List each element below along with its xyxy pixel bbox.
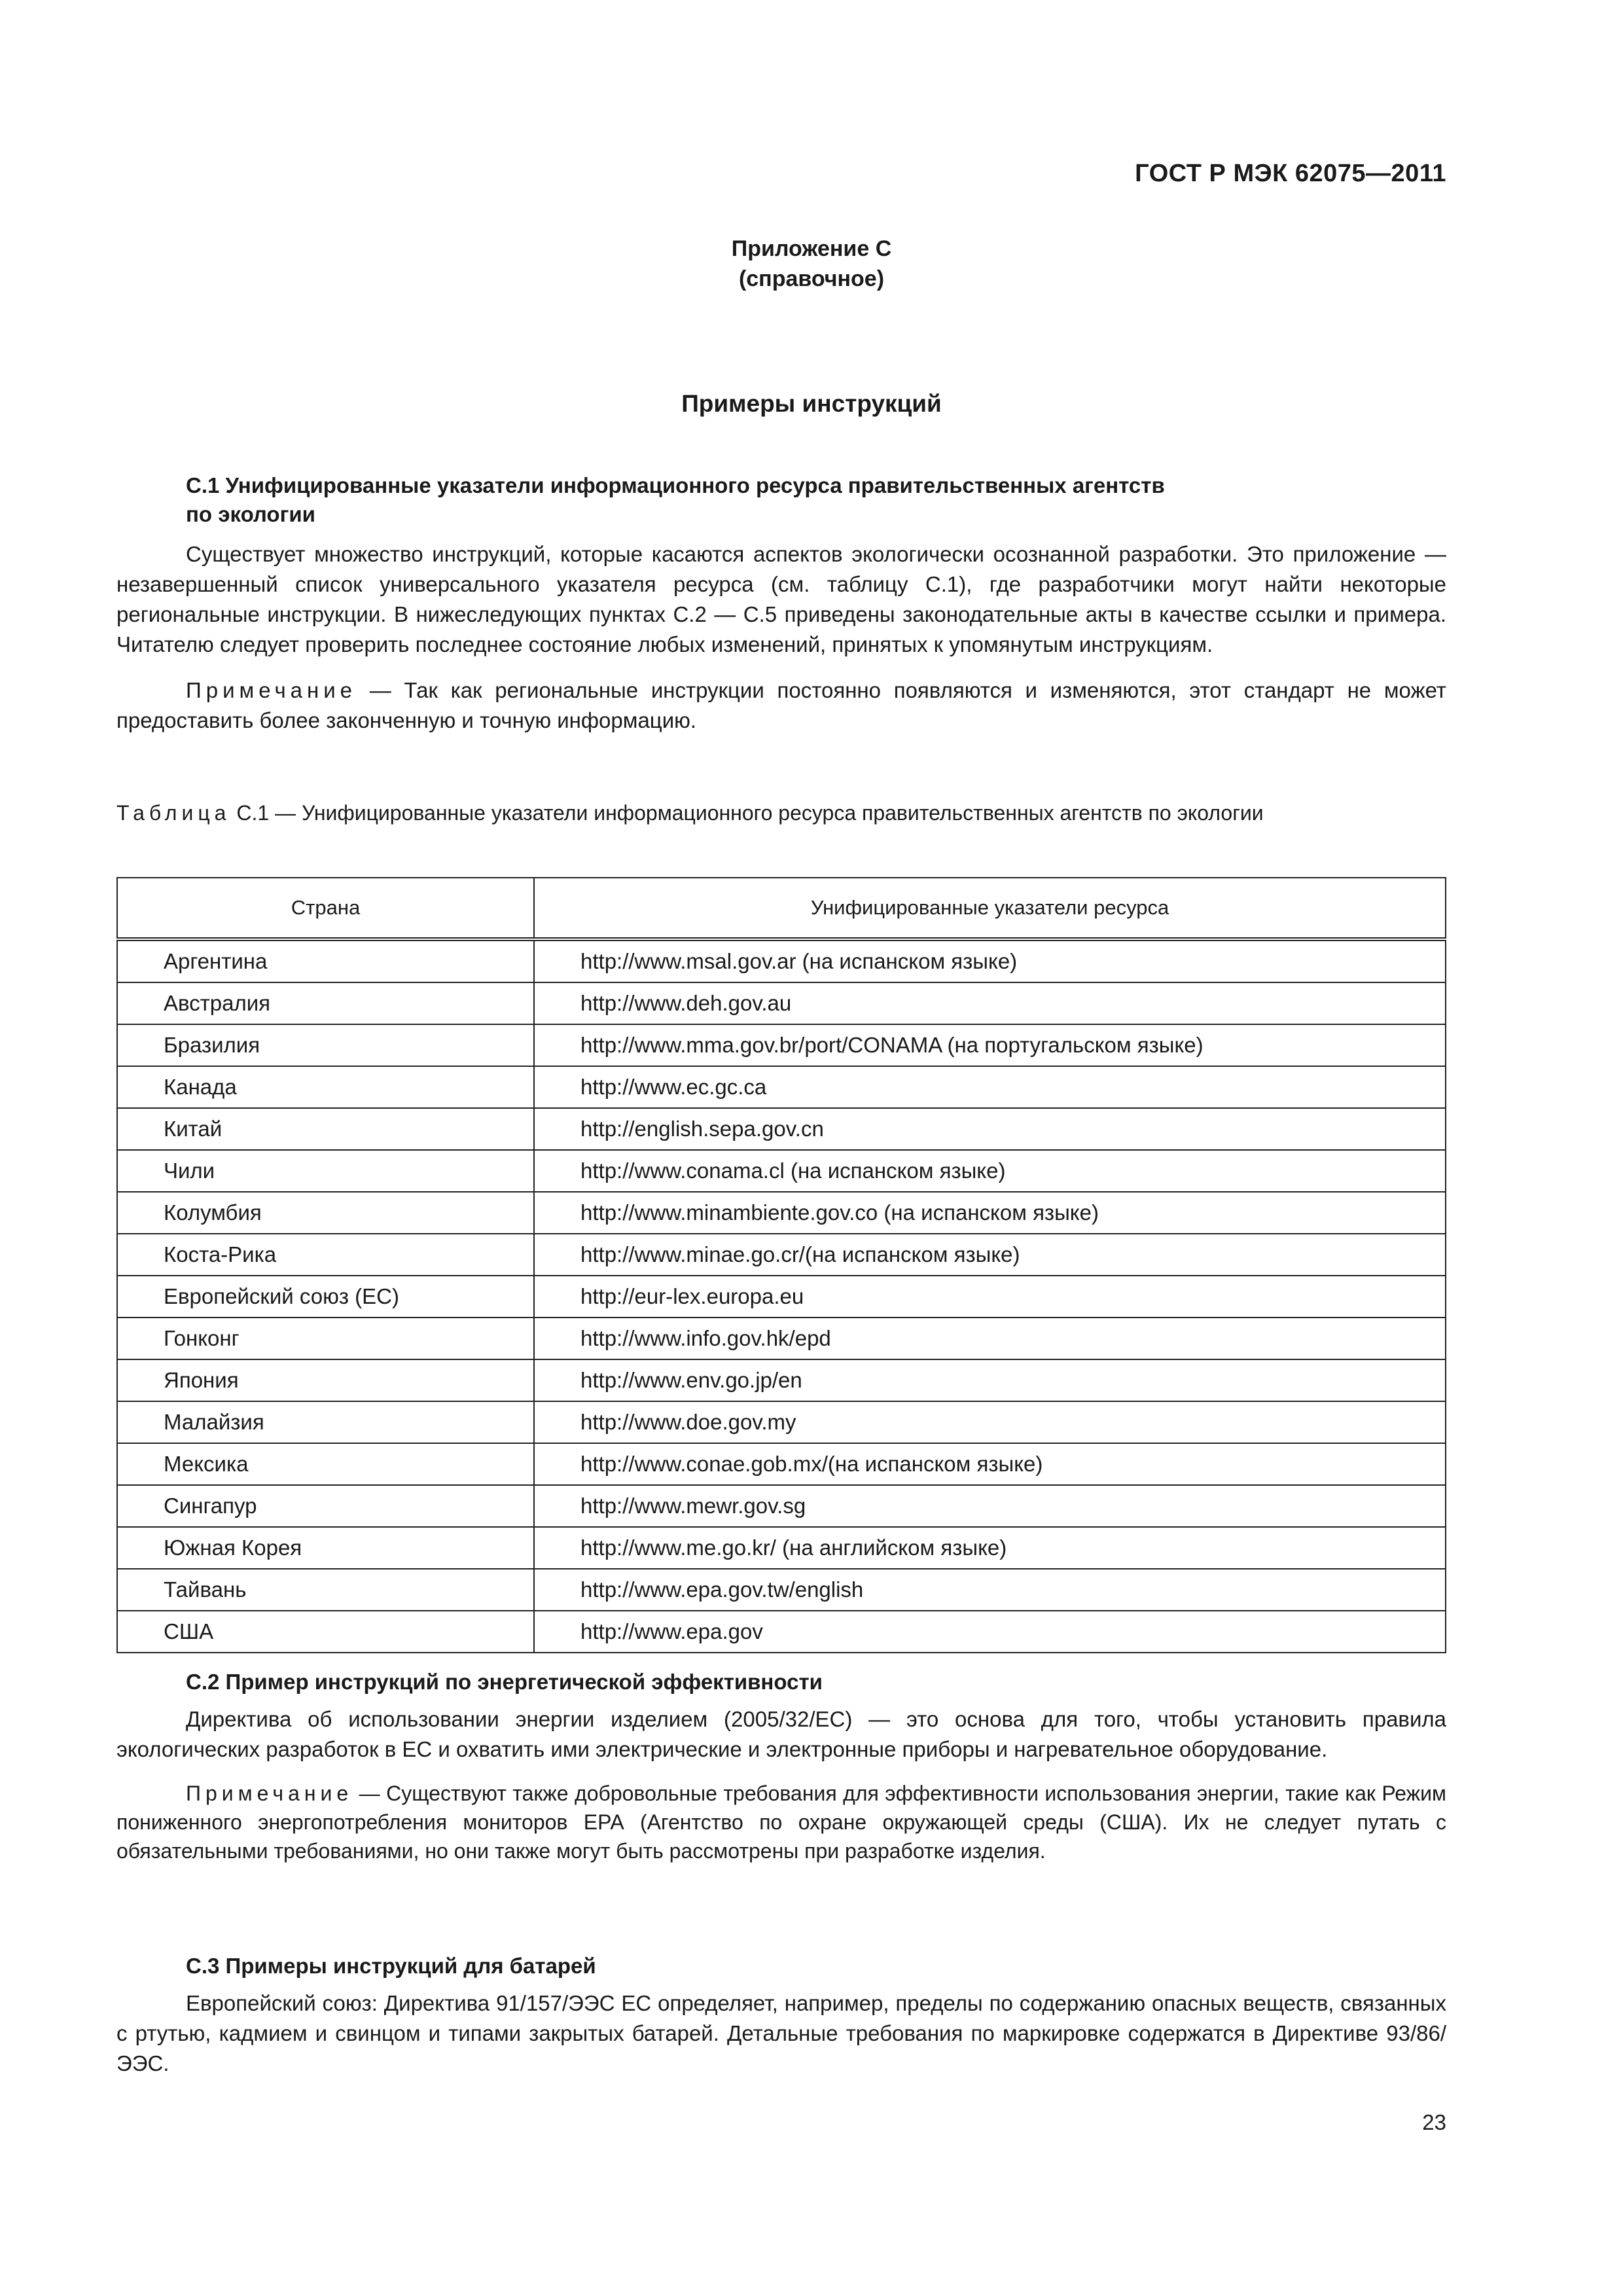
- table-row: [117, 982, 1446, 1024]
- table-row: [117, 1527, 1446, 1569]
- section-c3-heading: С.3 Примеры инструкций для батарей: [186, 1954, 596, 1978]
- url-cell: http://www.conae.gob.mx/(на испанском языке): [534, 1443, 1446, 1485]
- url-cell: http://www.info.gov.hk/epd: [534, 1318, 1446, 1359]
- url-cell: http://www.minae.go.cr/(на испанском языке): [534, 1234, 1446, 1276]
- section-c1: [116, 471, 1446, 736]
- section-c3-paragraph: Европейский союз: Директива 91/157/ЭЭС ЕС определяет, например, пределы по содержанию опасных веществ, связанных с ртутью, кадмием и свинцом и типами закрытых батарей. Детальные требования по маркировке содержатся в Директиве 93/86/ЭЭС.: [116, 1991, 1446, 2075]
- url-cell: http://www.epa.gov: [534, 1611, 1446, 1653]
- note-text: — Так как региональные инструкции постоянно появляются и изменяются, этот стандарт не может предоставить более законченную и точную информацию.: [116, 678, 1446, 732]
- appendix-label: Приложение С: [731, 236, 892, 261]
- url-cell: http://www.env.go.jp/en: [534, 1359, 1446, 1401]
- table-row: [117, 1276, 1446, 1318]
- table-caption-text: С.1 — Унифицированные указатели информационного ресурса правительственных агентств по экологии: [230, 801, 1264, 825]
- section-c1-paragraph: Существует множество инструкций, которые касаются аспектов экологически осознанной разработки. Это приложение — незавершенный список универсального указателя ресурса (см. таблицу С.1), где разработчики могут найти некоторые региональные инструкции. В нижеследующих пунктах С.2 — С.5 приведены законодательные акты в качестве ссылки и примера. Читателю следует проверить последнее состояние любых изменений, принятых к упомянутым инструкциям.: [116, 542, 1446, 656]
- country-cell: Китай: [117, 1108, 534, 1150]
- table-caption: [116, 798, 1446, 827]
- section-c3: [116, 1952, 1446, 2079]
- table-row: [117, 1066, 1446, 1108]
- url-cell: http://www.msal.gov.ar (на испанском языке): [534, 939, 1446, 982]
- table-row: [117, 1359, 1446, 1401]
- resource-table: [116, 877, 1446, 1653]
- country-cell: Малайзия: [117, 1401, 534, 1443]
- country-cell: Тайвань: [117, 1569, 534, 1611]
- section-c1-note: [116, 675, 1446, 736]
- country-cell: Канада: [117, 1066, 534, 1108]
- note-text: — Существуют также добровольные требования для эффективности использования энергии, такие как Режим пониженного энергопотребления мониторов ЕРА (Агентство по охране окружающей среды (США). Их не следует путать с обязательными требованиями, но они также могут быть рассмотрены при разработке изделия.: [116, 1782, 1446, 1863]
- url-cell: http://english.sepa.gov.cn: [534, 1108, 1446, 1150]
- table-row: [117, 1234, 1446, 1276]
- table-row: [117, 1485, 1446, 1527]
- table-row: [117, 1024, 1446, 1066]
- section-c1-heading-line2: по экологии: [186, 502, 315, 526]
- table-row: [117, 1318, 1446, 1359]
- section-c2-note: [116, 1779, 1446, 1865]
- page-number: 23: [1422, 2110, 1446, 2134]
- url-cell: http://eur-lex.europa.eu: [534, 1276, 1446, 1318]
- page-title: Примеры инструкций: [681, 390, 942, 417]
- table-row: [117, 1611, 1446, 1653]
- country-cell: Чили: [117, 1150, 534, 1192]
- section-c2-heading: С.2 Пример инструкций по энергетической эффективности: [186, 1670, 823, 1694]
- section-c2-paragraph: Директива об использовании энергии изделием (2005/32/ЕС) — это основа для того, чтобы установить правила экологических разработок в ЕС и охватить ими электрические и электронные приборы и нагревательное оборудование.: [116, 1707, 1446, 1761]
- country-cell: Бразилия: [117, 1024, 534, 1066]
- url-cell: http://www.doe.gov.my: [534, 1401, 1446, 1443]
- url-cell: http://www.conama.cl (на испанском языке): [534, 1150, 1446, 1192]
- url-cell: http://www.epa.gov.tw/english: [534, 1569, 1446, 1611]
- table-row: [117, 1150, 1446, 1192]
- table-row: [117, 1401, 1446, 1443]
- table-row: [117, 1192, 1446, 1234]
- url-cell: http://www.deh.gov.au: [534, 982, 1446, 1024]
- country-cell: Аргентина: [117, 939, 534, 982]
- country-cell: Гонконг: [117, 1318, 534, 1359]
- country-cell: Коста-Рика: [117, 1234, 534, 1276]
- table-row: [117, 1108, 1446, 1150]
- note-label: Примечание: [186, 1782, 353, 1805]
- table-caption-label: Таблица: [116, 801, 231, 825]
- country-cell: Япония: [117, 1359, 534, 1401]
- note-label: Примечание: [186, 678, 357, 702]
- appendix-heading: [0, 234, 1623, 294]
- table-row: [117, 939, 1446, 982]
- url-cell: http://www.ec.gc.ca: [534, 1066, 1446, 1108]
- standard-code: ГОСТ Р МЭК 62075—2011: [1135, 160, 1446, 187]
- country-cell: США: [117, 1611, 534, 1653]
- table-row: [117, 1569, 1446, 1611]
- table-header-row: [117, 878, 1446, 939]
- section-c1-heading: [116, 471, 1446, 529]
- appendix-type: (справочное): [738, 266, 885, 291]
- section-c2: [116, 1668, 1446, 1865]
- country-cell: Мексика: [117, 1443, 534, 1485]
- url-cell: http://www.minambiente.gov.co (на испанском языке): [534, 1192, 1446, 1234]
- url-cell: http://www.me.go.kr/ (на английском языке): [534, 1527, 1446, 1569]
- header-url: Унифицированные указатели ресурса: [534, 878, 1446, 939]
- url-cell: http://www.mma.gov.br/port/CONAMA (на португальском языке): [534, 1024, 1446, 1066]
- country-cell: Сингапур: [117, 1485, 534, 1527]
- section-c1-heading-line1: С.1 Унифицированные указатели информационного ресурса правительственных агентств: [186, 473, 1165, 497]
- country-cell: Колумбия: [117, 1192, 534, 1234]
- header-country: Страна: [117, 878, 534, 939]
- url-cell: http://www.mewr.gov.sg: [534, 1485, 1446, 1527]
- table-row: [117, 1443, 1446, 1485]
- country-cell: Австралия: [117, 982, 534, 1024]
- country-cell: Южная Корея: [117, 1527, 534, 1569]
- country-cell: Европейский союз (ЕС): [117, 1276, 534, 1318]
